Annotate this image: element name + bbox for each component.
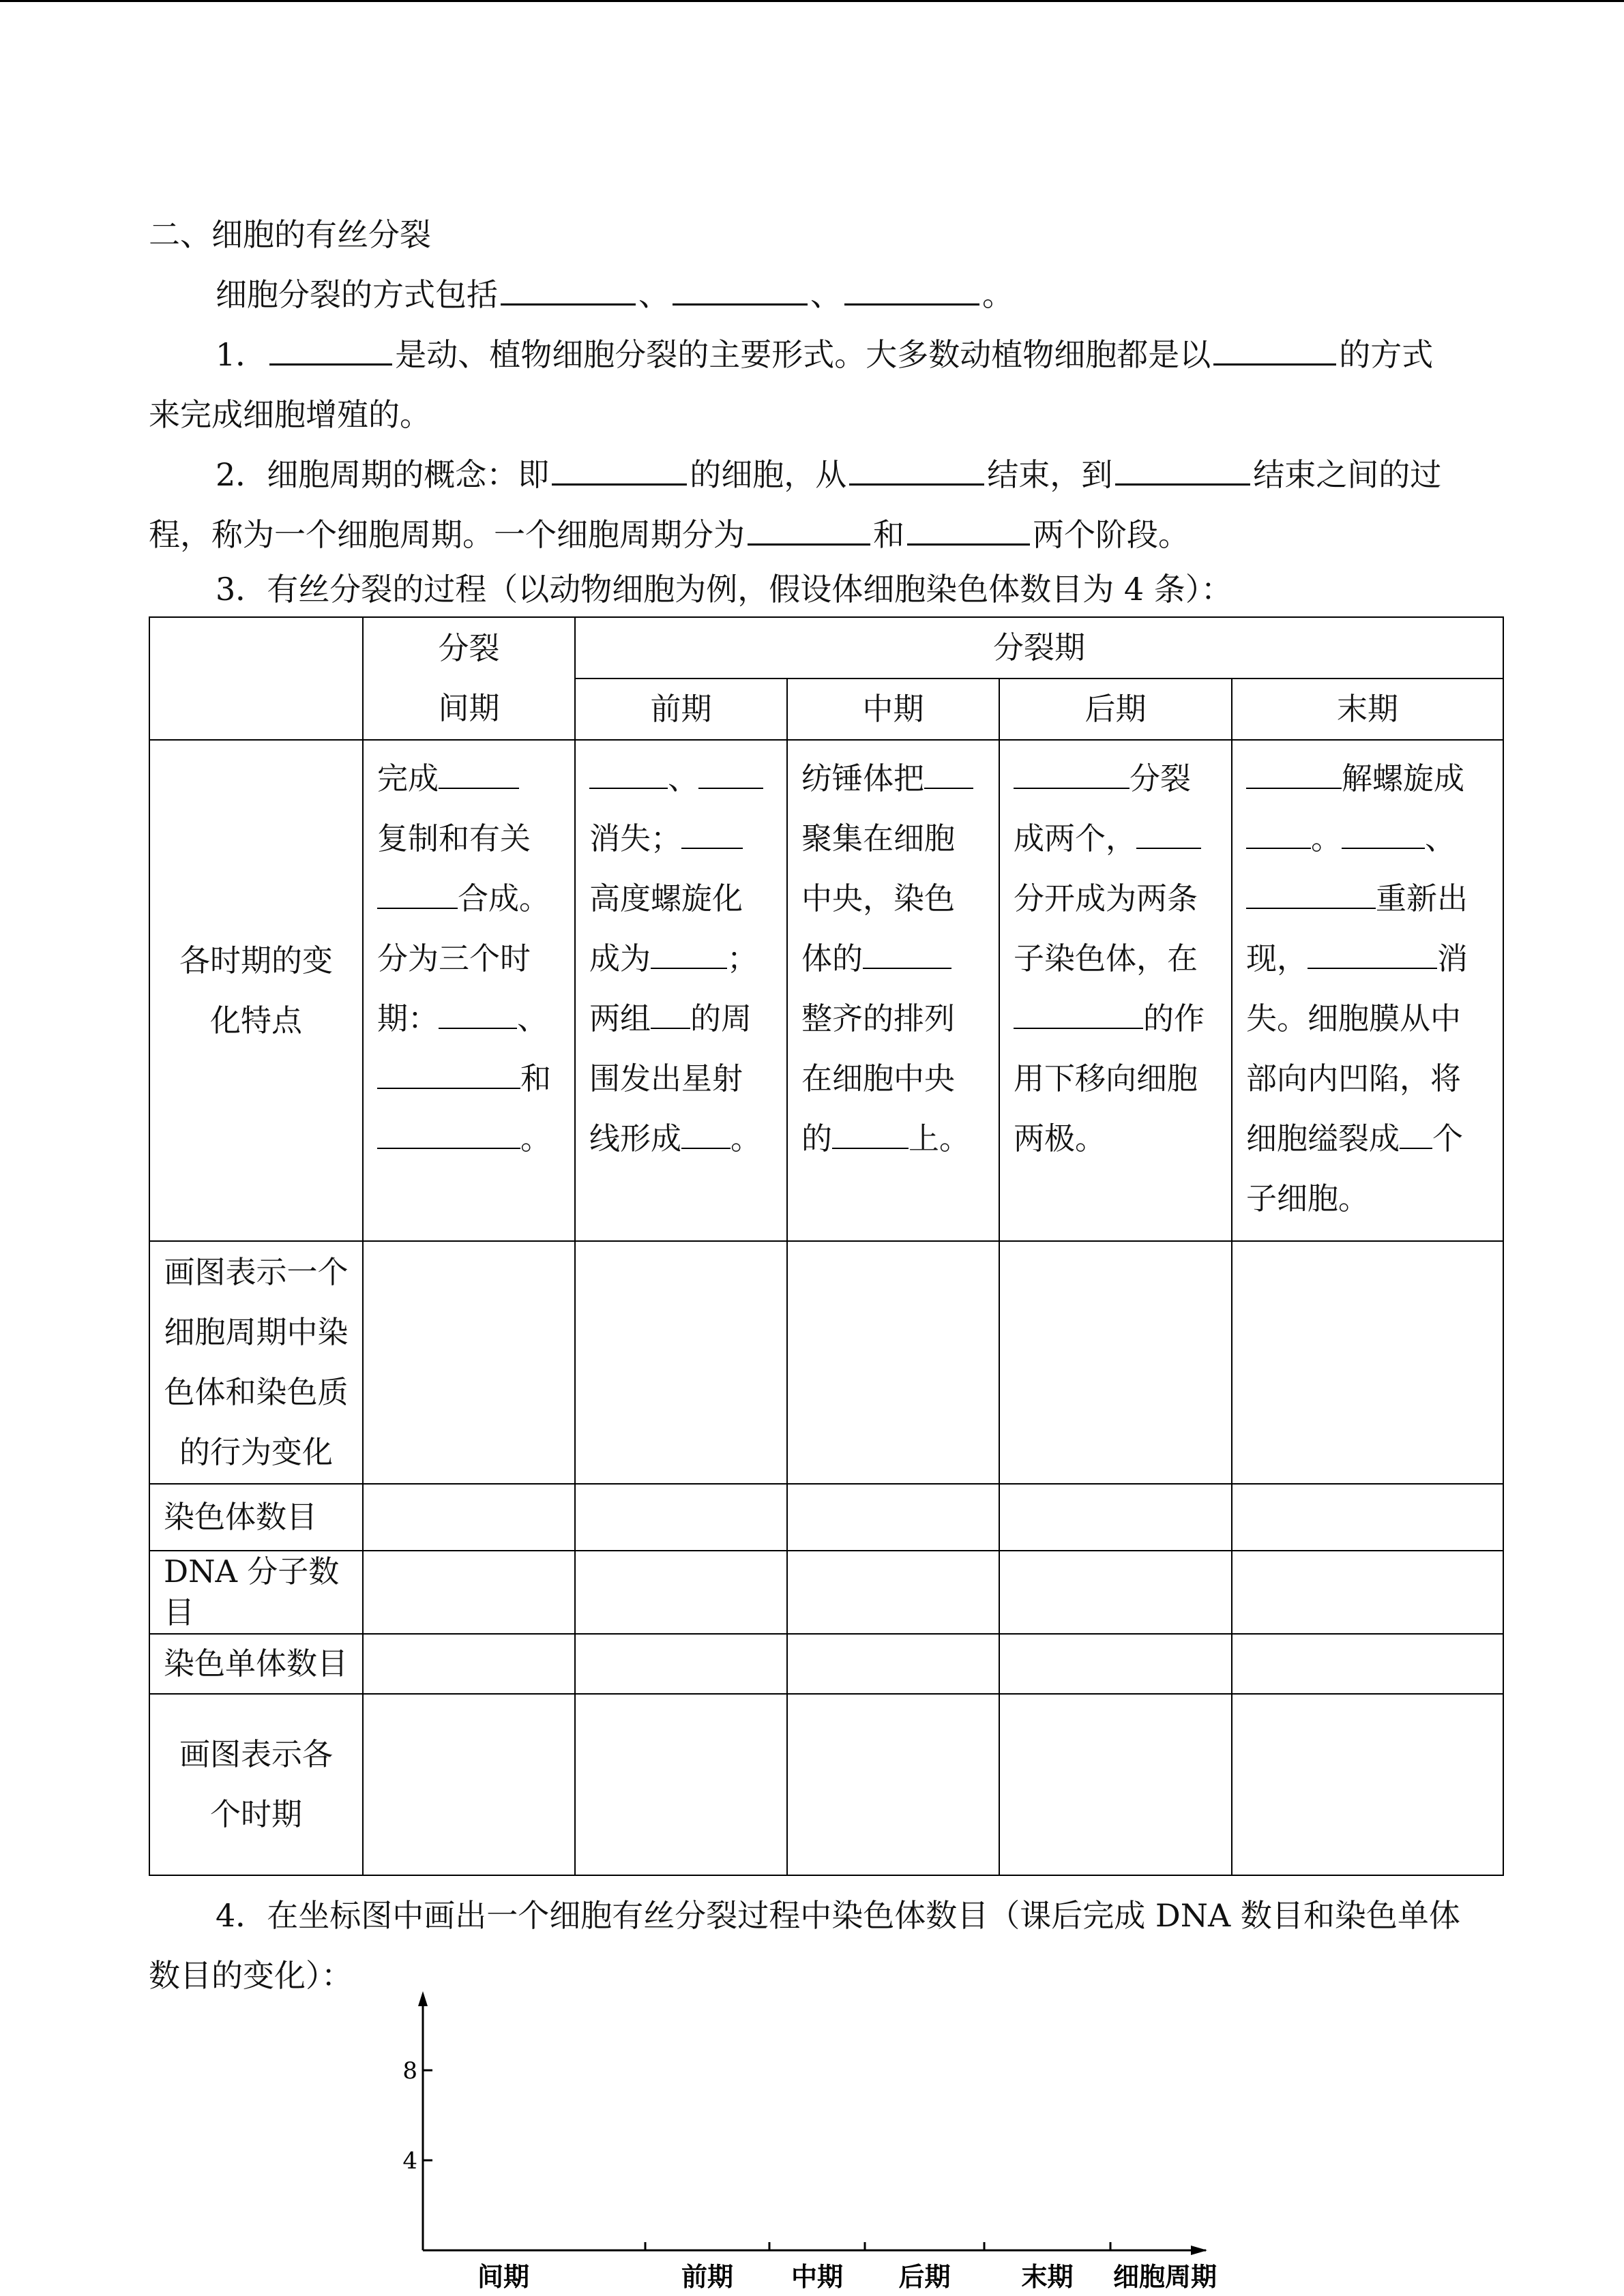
answer-cell[interactable] <box>575 1551 787 1634</box>
question-4-cont: 数目的变化）： <box>149 1957 353 1994</box>
blank[interactable] <box>1342 819 1425 849</box>
question-3: 3．有丝分裂的过程（以动物细胞为例，假设体细胞染色体数目为 4 条）： <box>216 571 1232 608</box>
blank[interactable] <box>377 1059 520 1089</box>
q1-number: 1． <box>216 336 267 373</box>
blank-q2-e[interactable] <box>907 512 1030 546</box>
table-corner <box>149 617 363 740</box>
question-2 <box>149 445 1506 505</box>
answer-cell[interactable] <box>363 1484 575 1551</box>
cell-metaphase-features: 纺锤体把 聚集在细胞 中央，染色 体的 整齐的排列 在细胞中央 的 上。 <box>787 740 999 1241</box>
question-4: 4．在坐标图中画出一个细胞有丝分裂过程中染色体数目（课后完成 DNA 数目和染色单体 <box>216 1897 1460 1934</box>
y-axis-arrow <box>418 1991 428 2006</box>
worksheet <box>149 205 1506 2006</box>
blank[interactable] <box>651 939 727 969</box>
row-label-chromatids: 染色单体数目 <box>149 1634 363 1694</box>
blank[interactable] <box>832 1119 909 1149</box>
x-axis-arrow <box>1191 2246 1207 2255</box>
y-tick-label: 4 <box>402 2147 417 2175</box>
header-anaphase: 后期 <box>999 679 1232 740</box>
x-category-label: 前期 <box>681 2261 734 2291</box>
blank[interactable] <box>863 939 951 969</box>
drawing-cell[interactable] <box>575 1694 787 1875</box>
answer-cell[interactable] <box>787 1634 999 1694</box>
answer-cell[interactable] <box>999 1634 1232 1694</box>
blank[interactable] <box>1136 819 1201 849</box>
header-metaphase: 中期 <box>787 679 999 740</box>
blank[interactable] <box>1014 999 1143 1029</box>
blank-division-mode-1[interactable] <box>501 272 636 305</box>
row-label-features: 各时期的变 化特点 <box>149 740 363 1241</box>
drawing-cell[interactable] <box>999 1694 1232 1875</box>
answer-cell[interactable] <box>999 1551 1232 1634</box>
question-1 <box>149 325 1506 385</box>
answer-cell[interactable] <box>1232 1484 1503 1551</box>
cell-interphase-features: 完成 复制和有关 合成。 分为三个时 期： 、 和 。 <box>363 740 575 1241</box>
blank-q2-a[interactable] <box>552 452 687 486</box>
answer-cell[interactable] <box>787 1551 999 1634</box>
drawing-cell[interactable] <box>787 1241 999 1484</box>
blank[interactable] <box>651 999 690 1029</box>
blank-division-mode-2[interactable] <box>673 272 808 305</box>
row-label-chromosomes: 染色体数目 <box>149 1484 363 1551</box>
question-1-cont: 来完成细胞增殖的。 <box>149 396 431 433</box>
row-label-drawing: 画图表示一个 细胞周期中染 色体和染色质 的行为变化 <box>149 1241 363 1484</box>
blank[interactable] <box>377 879 458 909</box>
blank[interactable] <box>1246 819 1311 849</box>
section-title: 二、细胞的有丝分裂 <box>149 216 431 253</box>
blank-division-mode-3[interactable] <box>844 272 979 305</box>
mitosis-table <box>149 616 1504 1876</box>
header-interphase: 分裂 间期 <box>363 617 575 740</box>
header-prophase: 前期 <box>575 679 787 740</box>
row-label-dna: DNA 分子数目 <box>149 1551 363 1634</box>
q2-text-2: 的细胞，从 <box>690 456 847 493</box>
blank-q1-a[interactable] <box>269 332 392 366</box>
x-axis-label: 细胞周期 <box>1112 2261 1217 2291</box>
cell-anaphase-features: 分裂 成两个， 分开成为两条 子染色体，在 的作 用下移向细胞 两极。 <box>999 740 1232 1241</box>
q2-text-7: 两个阶段。 <box>1033 516 1190 553</box>
cell-telophase-features: 解螺旋成 。 、 重新出 现， 消 失。细胞膜从中 部向内凹陷，将 细胞缢裂成 个 子细胞。 <box>1232 740 1503 1241</box>
q2-text-6: 和 <box>873 516 904 553</box>
intro-text: 细胞分裂的方式包括 <box>216 276 498 313</box>
drawing-cell[interactable] <box>575 1241 787 1484</box>
chart-svg[interactable] <box>149 1978 1267 2291</box>
answer-cell[interactable] <box>787 1484 999 1551</box>
q2-text-1: 细胞周期的概念：即 <box>267 456 550 493</box>
q1-text-1: 是动、植物细胞分裂的主要形式。大多数动植物细胞都是以 <box>395 336 1211 373</box>
blank[interactable] <box>1308 939 1437 969</box>
blank-q2-d[interactable] <box>748 512 870 546</box>
drawing-cell[interactable] <box>1232 1241 1503 1484</box>
q1-text-2: 的方式 <box>1339 336 1434 373</box>
blank[interactable] <box>439 999 517 1029</box>
top-border-rule <box>0 0 1624 2</box>
drawing-cell[interactable] <box>787 1694 999 1875</box>
blank[interactable] <box>439 759 519 789</box>
answer-cell[interactable] <box>363 1551 575 1634</box>
chromosome-count-chart <box>149 1978 1267 2291</box>
drawing-cell[interactable] <box>1232 1694 1503 1875</box>
blank-q2-b[interactable] <box>849 452 984 486</box>
x-category-label: 间期 <box>477 2261 530 2291</box>
answer-cell[interactable] <box>575 1634 787 1694</box>
blank[interactable] <box>1246 759 1342 789</box>
blank[interactable] <box>681 819 743 849</box>
header-division-phase: 分裂期 <box>575 617 1503 679</box>
q2-text-5: 程，称为一个细胞周期。一个细胞周期分为 <box>149 516 745 553</box>
blank[interactable] <box>698 759 763 789</box>
x-category-label: 末期 <box>1021 2261 1074 2291</box>
q2-text-4: 结束之间的过 <box>1253 456 1442 493</box>
row-label-each-phase: 画图表示各 个时期 <box>149 1694 363 1875</box>
blank-q2-c[interactable] <box>1115 452 1250 486</box>
blank[interactable] <box>589 759 668 789</box>
x-category-label: 后期 <box>898 2261 951 2291</box>
intro-line <box>149 265 1506 325</box>
answer-cell[interactable] <box>1232 1634 1503 1694</box>
blank-q1-b[interactable] <box>1213 332 1336 366</box>
drawing-cell[interactable] <box>363 1694 575 1875</box>
answer-cell[interactable] <box>575 1484 787 1551</box>
drawing-cell[interactable] <box>999 1241 1232 1484</box>
blank[interactable] <box>1400 1119 1432 1149</box>
answer-cell[interactable] <box>999 1484 1232 1551</box>
header-telophase: 末期 <box>1232 679 1503 740</box>
blank[interactable] <box>681 1119 730 1149</box>
drawing-cell[interactable] <box>363 1241 575 1484</box>
blank[interactable] <box>924 759 973 789</box>
blank[interactable] <box>1246 879 1376 909</box>
answer-cell[interactable] <box>1232 1551 1503 1634</box>
q2-number: 2． <box>216 456 267 493</box>
sep: 、 <box>810 276 842 313</box>
sep: 、 <box>638 276 670 313</box>
cell-prophase-features: 、 消失； 高度螺旋化 成为 ； 两组 的周 围发出星射 线形成 。 <box>575 740 787 1241</box>
q2-text-3: 结束，到 <box>987 456 1113 493</box>
blank[interactable] <box>1014 759 1130 789</box>
question-2-cont <box>149 505 1506 565</box>
y-tick-label: 8 <box>402 2057 417 2085</box>
blank[interactable] <box>377 1119 520 1149</box>
x-category-label: 中期 <box>791 2261 844 2291</box>
period: 。 <box>982 276 1014 313</box>
answer-cell[interactable] <box>363 1634 575 1694</box>
